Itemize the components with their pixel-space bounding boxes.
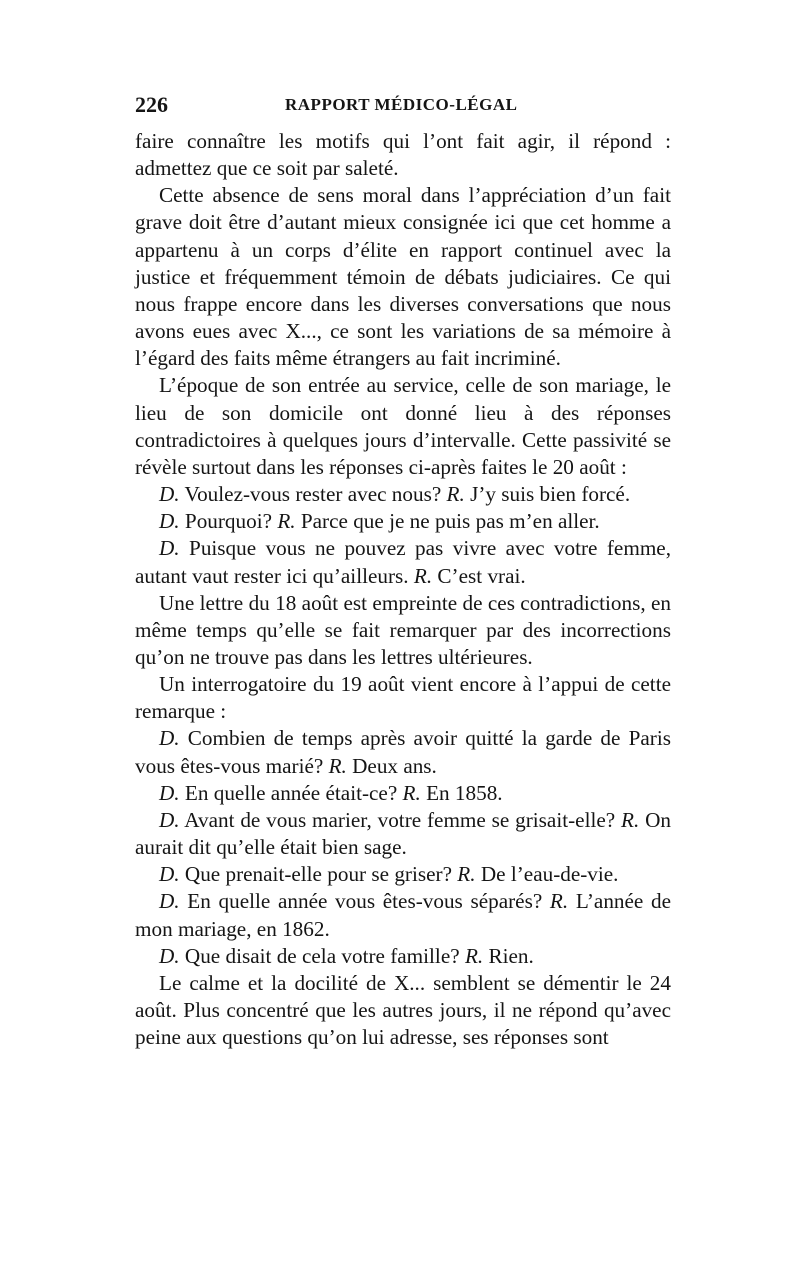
- text-segment: Puisque vous ne pouvez pas vivre avec votre femme, autant vaut rester ici qu’ailleurs.: [135, 536, 671, 588]
- speaker-marker: R.: [277, 509, 296, 534]
- text-segment: L’année de mon mariage, en 1862.: [135, 889, 671, 941]
- paragraph: [135, 590, 671, 671]
- page-header: [135, 92, 671, 120]
- speaker-marker: D.: [159, 509, 180, 534]
- speaker-marker: R.: [402, 780, 421, 805]
- text-segment: faire connaître les motifs qui l’ont fait agir, il répond : admettez que ce soit par saleté.: [135, 129, 671, 181]
- speaker-marker: R.: [621, 807, 640, 832]
- speaker-marker: D.: [159, 726, 180, 751]
- text-segment: Que prenait-elle pour se griser?: [179, 862, 458, 887]
- text-segment: L’époque de son entrée au service, celle de son mariage, le lieu de son domicile ont donné lieu à des réponses contradictoires à quelques jours d’intervalle. Cette passivité se révèle surtout dans les réponses ci-après faites le 20 août :: [135, 373, 671, 479]
- speaker-marker: D.: [159, 943, 180, 968]
- speaker-marker: R.: [457, 862, 476, 887]
- paragraph: [135, 970, 671, 1051]
- text-segment: Parce que je ne puis pas m’en aller.: [295, 509, 600, 534]
- paragraph: [135, 182, 671, 372]
- speaker-marker: R.: [464, 943, 484, 968]
- paragraph: [135, 888, 671, 942]
- speaker-marker: D.: [159, 536, 180, 561]
- body-text: [135, 128, 671, 1051]
- text-segment: Avant de vous marier, votre femme se grisait-elle?: [179, 807, 621, 832]
- text-segment: En quelle année vous êtes-vous séparés?: [179, 889, 550, 914]
- text-segment: Un interrogatoire du 19 août vient encore à l’appui de cette remarque :: [135, 672, 671, 724]
- text-segment: C’est vrai.: [432, 563, 526, 588]
- text-segment: Deux ans.: [346, 753, 437, 778]
- paragraph: [135, 725, 671, 779]
- text-segment: Cette absence de sens moral dans l’appréciation d’un fait grave doit être d’autant mieux consignée ici que cet homme a appartenu à un corps d’élite en rapport continuel avec la justice et fréquemment témoin de débats judiciaires. Ce qui nous frappe encore dans les diverses conversations que nous avons eues avec X..., ce sont les variations de sa mémoire à l’égard des faits même étrangers au fait incriminé.: [135, 183, 671, 371]
- page-number: 226: [135, 92, 168, 117]
- running-title: RAPPORT MÉDICO-LÉGAL: [285, 95, 518, 114]
- paragraph: [135, 861, 671, 888]
- text-segment: De l’eau-de-vie.: [475, 862, 619, 887]
- speaker-marker: D.: [159, 862, 180, 887]
- speaker-marker: R.: [413, 563, 433, 588]
- paragraph: [135, 535, 671, 589]
- text-segment: J’y suis bien forcé.: [464, 482, 631, 507]
- paragraph: [135, 780, 671, 807]
- paragraph: [135, 671, 671, 725]
- paragraph: [135, 372, 671, 481]
- speaker-marker: R.: [446, 482, 465, 507]
- text-segment: On aurait dit qu’elle était bien sage.: [135, 807, 671, 860]
- text-segment: Le calme et la docilité de X... semblent se démentir le 24 août. Plus concentré que les autres jours, il ne répond qu’avec peine aux questions qu’on lui adresse, ses réponses sont: [135, 970, 671, 1050]
- paragraph: [135, 128, 671, 182]
- speaker-marker: D.: [159, 889, 180, 914]
- text-segment: En 1858.: [420, 780, 503, 805]
- speaker-marker: D.: [159, 807, 180, 832]
- text-segment: Pourquoi?: [179, 509, 278, 534]
- paragraph: [135, 508, 671, 535]
- paragraph: [135, 481, 671, 508]
- paragraph: [135, 943, 671, 970]
- speaker-marker: D.: [159, 780, 180, 805]
- text-segment: Voulez-vous rester avec nous?: [179, 482, 447, 507]
- text-segment: Rien.: [483, 943, 534, 968]
- speaker-marker: R.: [328, 753, 347, 778]
- text-segment: Combien de temps après avoir quitté la garde de Paris vous êtes-vous marié?: [135, 726, 671, 778]
- text-segment: Que disait de cela votre famille?: [179, 943, 465, 968]
- speaker-marker: R.: [549, 889, 569, 914]
- text-segment: Une lettre du 18 août est empreinte de ces contradictions, en même temps qu’elle se fait remarquer par des incorrections qu’on ne trouve pas dans les lettres ultérieures.: [135, 590, 671, 669]
- paragraph: [135, 807, 671, 861]
- text-segment: En quelle année était-ce?: [179, 780, 403, 805]
- speaker-marker: D.: [159, 482, 180, 507]
